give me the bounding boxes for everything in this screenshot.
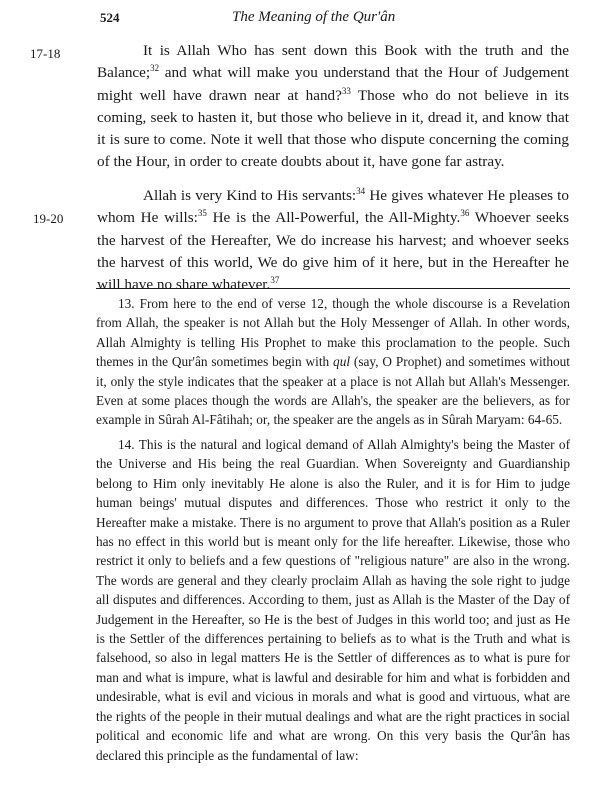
note-number: 14. (118, 437, 135, 452)
footnote-marker: 35 (197, 208, 207, 219)
translation-text: Whoever seeks the harvest of the Hereafter, We do increase his harvest; and whoever seeks the harvest of this world, We do give him of it here, but in the Hereafter he will have no share whatever. (97, 209, 570, 294)
footnote-marker: 36 (460, 208, 470, 219)
footnote-marker: 34 (356, 185, 366, 196)
transliterated-word: qul (333, 354, 351, 370)
translation-paragraph (97, 185, 569, 296)
note-text: This is the natural and logical demand of Allah Almighty's being the Master of the Universe and His being the real Guardian. When Sovereignty and Guardianship belong to Him only inevitably He alone is also the Ruler, and it is for Him to judge human beings' mutual disputes and differences. Those who restrict it only to the Hereafter make a mistake. There is no argument to prove that Allah's position as a Ruler has no effect in this world but is meant only for the life hereafter. Likewise, those who restrict it only to beliefs and a few questions of "religious nature" are also in the wrong. The words are general and they clearly proclaim Allah as having the sole right to judge all disputes and differences. According to them, just as Allah is the Master of the Day of Judgement in the Hereafter, so He is the best of Judges in this world too; and just as He is the Settler of the differences pertaining to beliefs as to what is the Truth and what is falsehood, so also in legal matters He is the Settler of differences as to what is pure for man and what is impure, what is lawful and desirable for him and what is forbidden and undesirable, what is evil and vicious in morals and what is good and virtuous, what are the rights of the people in their mutual dealings and what are the right practices in social political and economic life and what are wrong. On this very basis the Qur'ân has declared this principle as the fundamental of law: (96, 437, 570, 763)
commentary-note (96, 294, 570, 430)
translation-text: He is the All-Powerful, the All-Mighty. (206, 209, 461, 227)
running-title: The Meaning of the Qur'ân (232, 9, 396, 25)
section-divider (96, 288, 570, 289)
translation-text: Allah is very Kind to His servants: (143, 187, 357, 204)
translation-text: Those who do not believe in its coming, seek to hasten it, but those who believe in it, dread it, and know that it is sure to come. Note it well that those who dispute concerning the coming of the Hour, in order to create doubts about it, have gone far astray. (97, 86, 569, 171)
footnote-marker: 32 (150, 63, 160, 74)
page-number: 524 (100, 10, 120, 25)
note-text: (say, O Prophet) and sometimes without it, only the style indicates that the speaker at a place is not Allah but Allah's Messenger. Even at some places though the words are Allah's, the speaker are the believers, as for example in Sûrah Al-Fâtihah; or, the speaker are the angels as in Sûrah Maryam: 64-65. (96, 354, 570, 428)
translation-text: It is Allah Who has sent down this Book with the truth and the Balance; (97, 42, 569, 82)
footnote-marker: 37 (270, 275, 280, 286)
footnote-marker: 33 (341, 85, 351, 96)
translation-text: He gives whatever He pleases to whom He wills: (97, 187, 569, 227)
note-text: From here to the end of verse 12, though the whole discourse is a Revelation from Allah, the speaker is not Allah but the Holy Messenger of Allah. In other words, Allah Almighty is telling His Prophet to make this proclamation to the people. Such themes in the Qur'ân sometimes begin with (96, 296, 571, 370)
verse-reference: 19-20 (33, 211, 64, 226)
translation-paragraph (97, 40, 569, 174)
translation-text: and what will make you understand that the Hour of Judgement might well have drawn near at hand? (97, 64, 569, 104)
note-number: 13. (118, 296, 135, 311)
commentary-note (96, 435, 570, 765)
verse-reference: 17-18 (30, 46, 61, 61)
